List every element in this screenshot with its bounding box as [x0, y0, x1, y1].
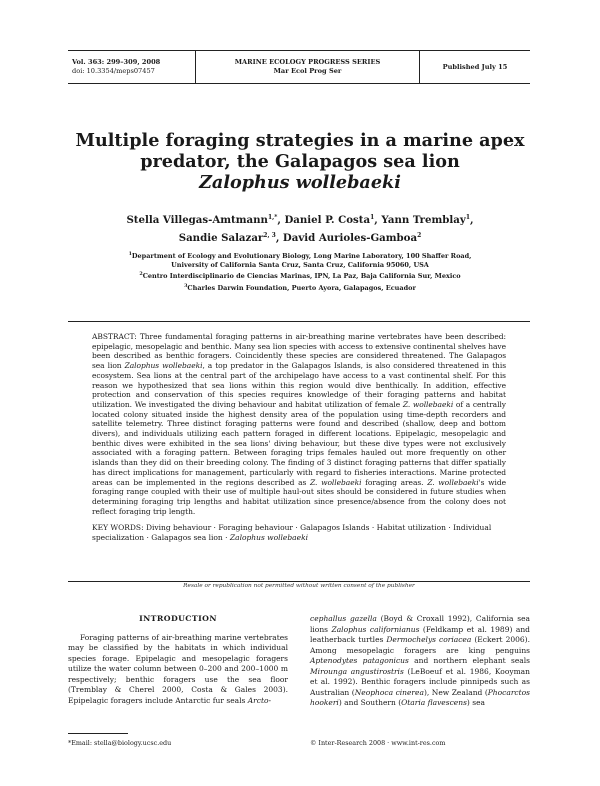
- body-column-left: [68, 614, 288, 706]
- species-name: Z. wollebaeki: [402, 399, 454, 409]
- author-name: Daniel P. Costa: [284, 214, 371, 226]
- author-name: David Aurioles-Gamboa: [282, 232, 418, 244]
- author-line-1: Stella Villegas-Amtmann$^{1,*}$, Daniel P. Costa$^1$, Yann Tremblay$^1$,: [126, 214, 474, 226]
- body-span: ) sea: [466, 698, 485, 707]
- affiliation-number: 3: [184, 282, 188, 289]
- author-name: Sandie Salazar: [178, 232, 264, 244]
- abstract-text: [92, 332, 506, 516]
- title-line-2: predator, the Galapagos sea lion: [140, 151, 460, 172]
- author-name: Yann Tremblay: [381, 214, 466, 226]
- body-span: (LeBoeuf et al. 1986, Kooyman et al. 1992). Benthic foragers include pinnipeds such as Australian (: [310, 666, 530, 697]
- doi-link[interactable]: doi: 10.3354/meps07457: [72, 67, 155, 75]
- author-affil-mark: 1: [370, 214, 375, 221]
- volume-info: Vol. 363: 299–309, 2008: [72, 58, 161, 67]
- affiliation-number: 2: [139, 271, 143, 278]
- affiliations: [80, 250, 520, 293]
- body-span: and northern elephant seals: [408, 656, 531, 665]
- author-affil-mark: 2: [417, 232, 422, 239]
- author-line-2: Sandie Salazar$^{2, 3}$, David Aurioles-Gamboa$^2$: [178, 232, 422, 244]
- journal-header: [68, 50, 530, 84]
- abstract-span: 's wide foraging range coupled with their use of multiple haul-out sites should be considered in future studies when determining foraging trip lengths and habitat utilization since presence/absence from the colony does not reflect foraging trip length.: [92, 477, 506, 516]
- species-name: Zalophus wollebaeki: [124, 361, 203, 371]
- species-name: Arcto-: [247, 695, 272, 705]
- republication-notice: Resale or republication not permitted without written consent of the publisher: [183, 583, 415, 589]
- species-name: Aptenodytes patagonicus: [310, 656, 409, 665]
- author-affil-mark: 1: [465, 214, 470, 221]
- body-span: (Eckert 2006). Among mesopelagic foragers are king penguins: [310, 635, 530, 655]
- section-heading: INTRODUCTION: [139, 614, 217, 623]
- species-name: cephallus gazella: [310, 614, 377, 623]
- header-published: [420, 51, 530, 83]
- journal-abbrev: Mar Ecol Prog Ser: [273, 67, 342, 75]
- abstract-span: , a top predator in the Galapagos Islands, is also considered threatened in this ecosystem. Sea lions at the central part of the archipelago have access to a vast continental shelf. For this reason we hypothesized that sea lions within this region would dive benthically. In addition, effective protection and conservation of this species requires knowledge of their foraging patterns and habitat utilization. We investigated the diving behaviour and habitat utilization of female: [92, 361, 506, 409]
- abstract-span: foraging areas.: [361, 477, 428, 487]
- keywords-text: Diving behaviour · Foraging behaviour · Galapagos Islands · Habitat utilization · Individual specialization · Galapagos sea lion ·: [92, 523, 492, 543]
- author-affil-mark: 1,*: [267, 214, 278, 221]
- header-journal: [196, 51, 420, 83]
- affiliation-text: Centro Interdisciplinario de Ciencias Marinas, IPN, La Paz, Baja California Sur, Mexico: [142, 272, 461, 281]
- affiliation-text: Department of Ecology and Evolutionary Biology, Long Marine Laboratory, 100 Shaffer Road,: [131, 252, 472, 260]
- published-date: Published July 15: [442, 62, 508, 71]
- body-span: (Feldkamp et al. 1989) and leatherback turtles: [310, 624, 530, 644]
- affiliation-number: 1: [128, 251, 132, 257]
- abstract-span: Three fundamental foraging patterns in air-breathing marine vertebrates have been described: epipelagic, mesopelagic and benthic. Many sea lion species with access to extensive continental shelves have been described as benthic foragers. Coincidently these species are considered threatened. The Galapagos sea lion: [92, 332, 506, 371]
- affiliation-2: [80, 270, 520, 281]
- species-name: Neophoca cinerea: [354, 687, 424, 697]
- body-span: ) and Southern (: [338, 698, 402, 707]
- author-name: Stella Villegas-Amtmann: [126, 214, 268, 226]
- copyright-notice: © Inter-Research 2008 · www.int-res.com: [310, 739, 446, 747]
- affiliation-3: [80, 282, 520, 293]
- footnote-divider: [68, 733, 128, 734]
- keywords: [92, 523, 506, 542]
- species-name: Mirounga angustirostris: [310, 666, 404, 676]
- abstract-label: ABSTRACT:: [92, 332, 137, 341]
- corresponding-email[interactable]: *Email: stella@biology.ucsc.edu: [68, 739, 172, 747]
- species-name: Z. wollebaeki: [310, 477, 362, 487]
- affiliation-text: Charles Darwin Foundation, Puerto Ayora, Galapagos, Ecuador: [187, 283, 416, 292]
- abstract-section: [68, 321, 530, 582]
- body-span: ), New Zealand (: [423, 687, 488, 697]
- body-paragraph: [310, 614, 530, 709]
- abstract-span: of a centrally located colony situated inside the highest density area of the population using time-depth recorders and satellite telemetry. Three distinct foraging patterns were found and described (shallow, deep and bottom divers), and individuals utilizing each pattern foraged in different locations. Epipelagic, mesopelagic and benthic dives were exhibited in the sea lions' diving behaviour, but these dive types were not exclusively associated with a foraging pattern. Between foraging trips females hauled out more frequently on other islands than they did on their breeding colony. The finding of 3 distinct foraging patterns that differ spatially has direct implications for management, particularly with regard to fisheries interactions. Marine protected areas can be implemented in the regions described as: [92, 399, 506, 487]
- body-paragraph: [68, 633, 288, 707]
- species-name: Phocarctos hookeri: [310, 687, 530, 707]
- paper-title: [60, 130, 540, 193]
- affiliation-1: [80, 250, 520, 261]
- keywords-label: KEY WORDS:: [92, 523, 144, 533]
- body-column-right: [310, 614, 530, 709]
- author-affil-mark: 2, 3: [263, 232, 276, 239]
- header-citation: [68, 51, 196, 83]
- species-name: Zalophus wollebaeki: [229, 533, 309, 543]
- affiliation-1-cont: University of California Santa Cruz, Santa Cruz, California 95060, USA: [171, 261, 429, 270]
- title-line-3: Zalophus wollebaeki: [199, 172, 401, 193]
- journal-name: MARINE ECOLOGY PROGRESS SERIES: [234, 58, 381, 67]
- body-span: (Boyd & Croxall 1992), California sea lions: [310, 614, 530, 634]
- body-span: Foraging patterns of air-breathing marine vertebrates may be classified by the habitats in which individual species forage. Epipelagic and mesopelagic foragers utilize the water column between 0–200 and 200–1000 m respectively; benthic foragers use the sea floor (Tremblay & Cherel 2000, Costa & Gales 2003). Epipelagic foragers include Antarctic fur seals: [68, 632, 288, 705]
- species-name: Otaria flavescens: [401, 698, 467, 707]
- species-name: Z. wollebaeki: [427, 477, 479, 487]
- title-line-1: Multiple foraging strategies in a marine apex: [75, 130, 525, 151]
- species-name: Dermochelys coriacea: [386, 635, 472, 644]
- author-list: [70, 210, 530, 246]
- species-name: Zalophus californianus: [331, 624, 420, 634]
